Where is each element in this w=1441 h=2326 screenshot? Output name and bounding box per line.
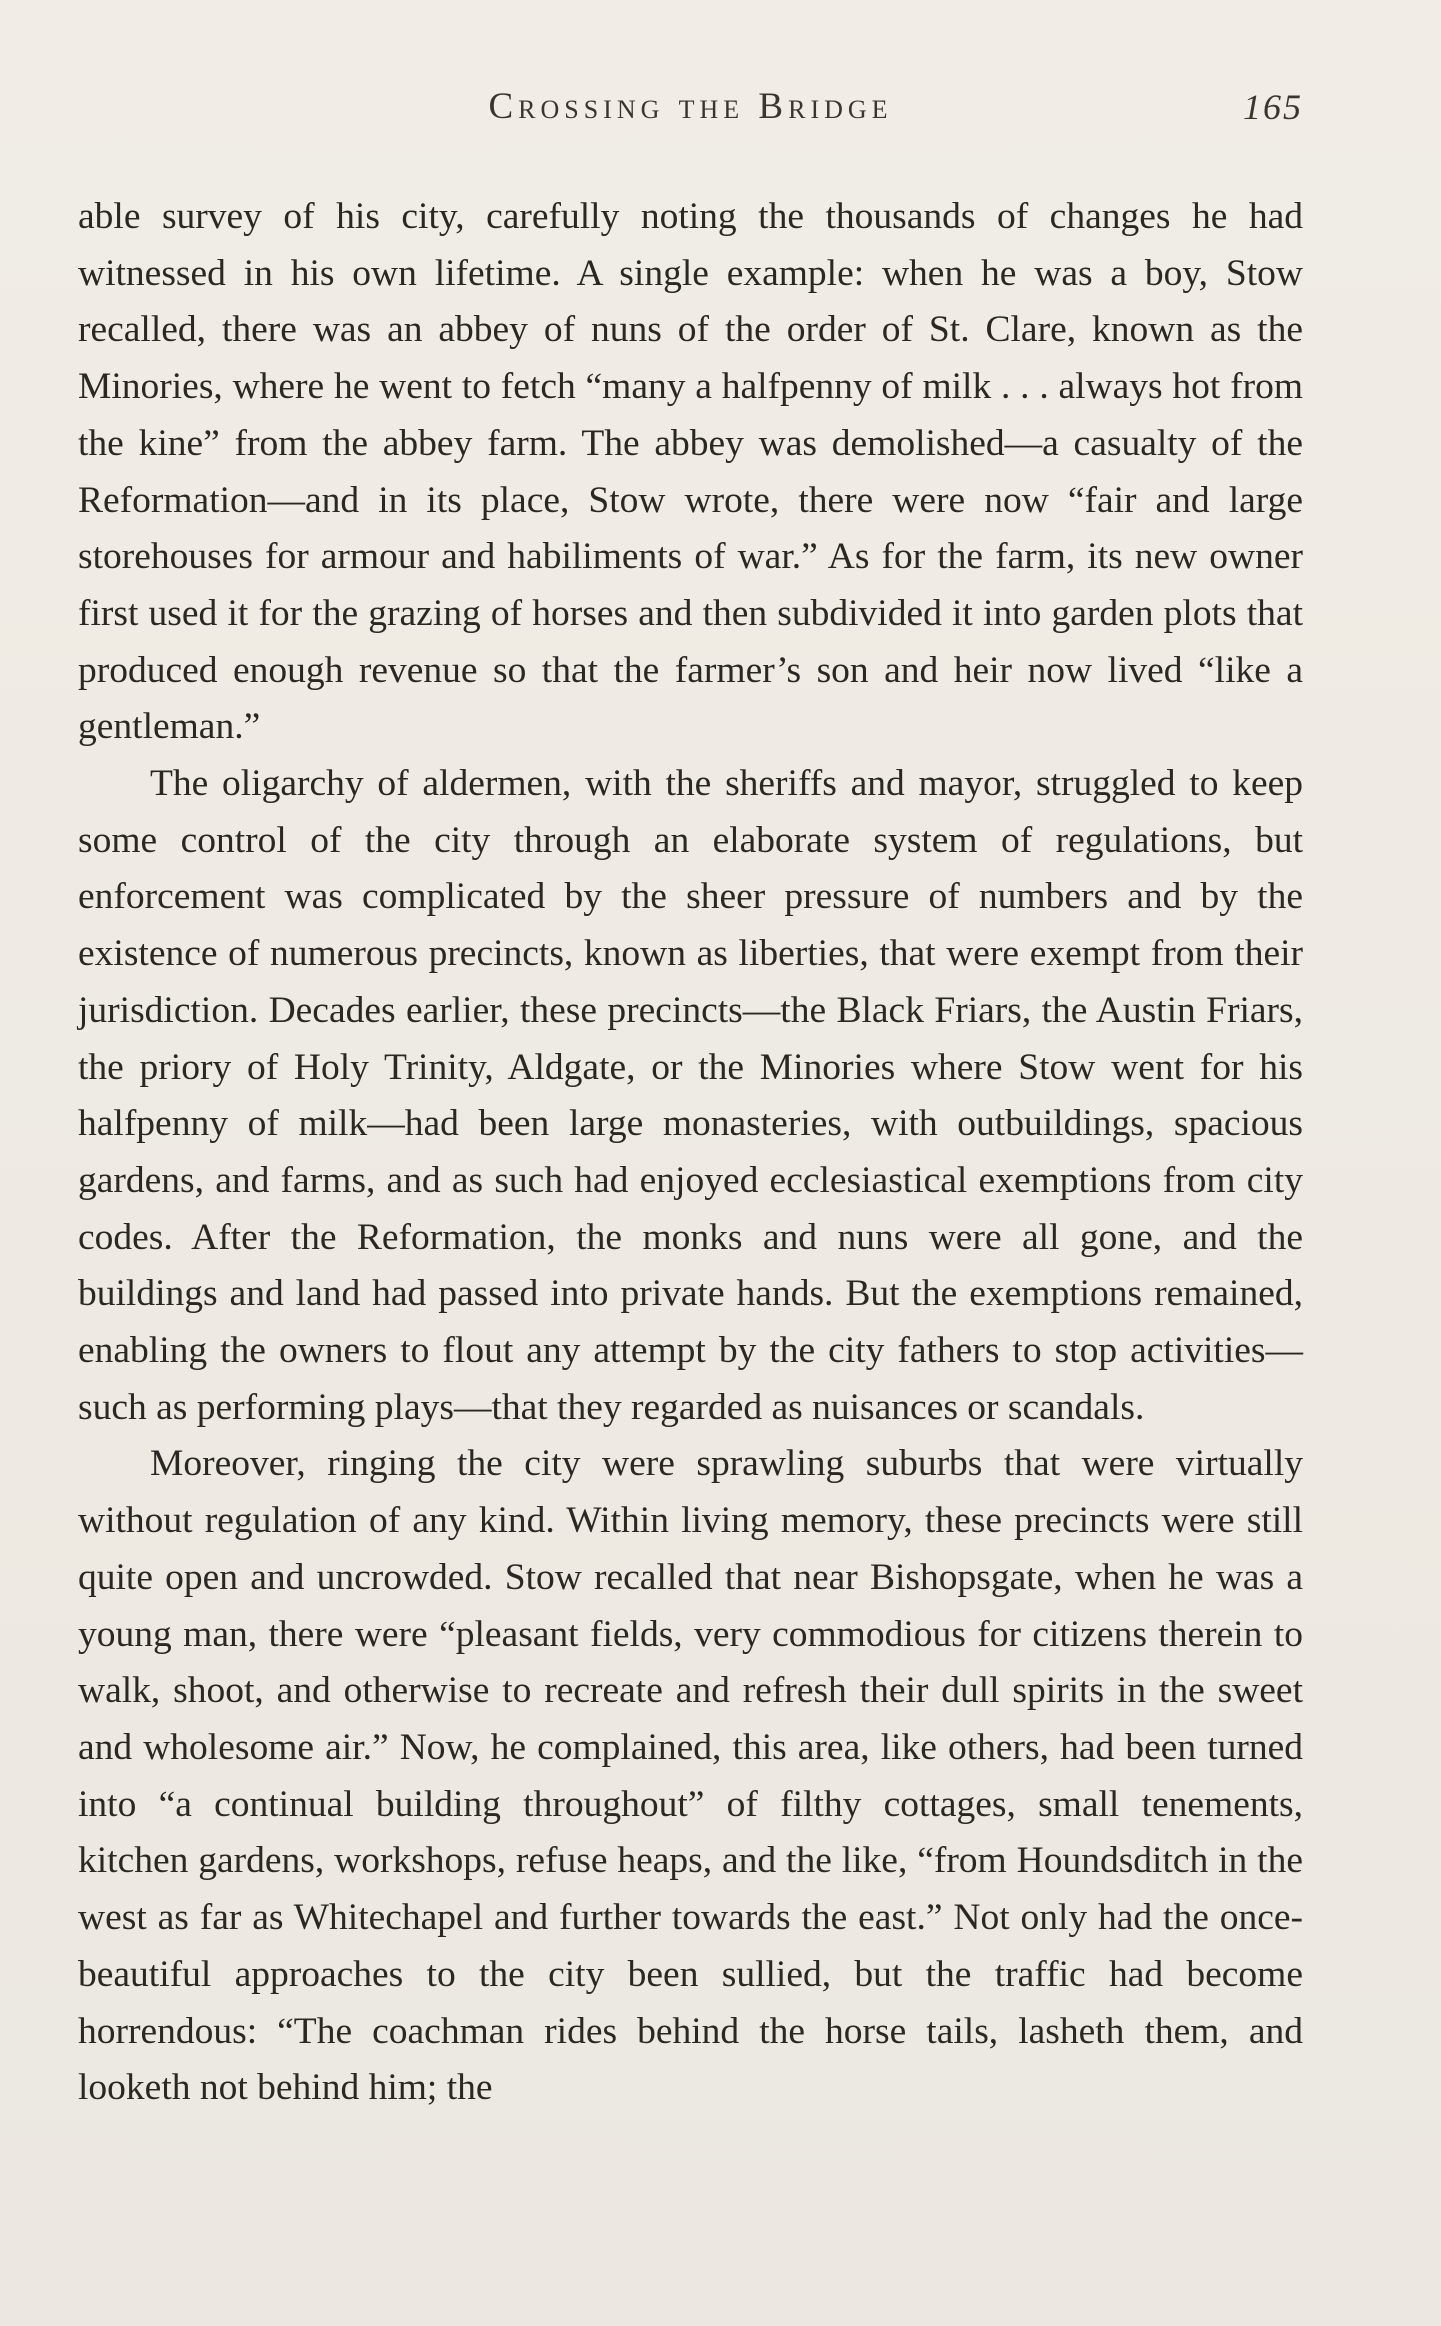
paragraph-3: Moreover, ringing the city were sprawling suburbs that were virtually without regulation of any kind. Within living memory, these precincts were still quite open and uncrowded. Stow recalled that near Bishopsgate, when he was a young man, there were “pleasant fields, very commodious for citizens therein to walk, shoot, and otherwise to recreate and refresh their dull spirits in the sweet and wholesome air.” Now, he complained, this area, like others, had been turned into “a continual building throughout” of filthy cottages, small tenements, kitchen gardens, workshops, refuse heaps, and the like, “from Houndsditch in the west as far as Whitechapel and further towards the east.” Not only had the once-beautiful approaches to the city been sullied, but the traffic had become horrendous: “The coachman rides behind the horse tails, lasheth them, and looketh not behind him; the xyxy=(78,1443,1303,2109)
page-number: 165 xyxy=(1243,87,1303,127)
body-text xyxy=(78,189,1303,2117)
paragraph-2: The oligarchy of aldermen, with the sheriffs and mayor, struggled to keep some control of the city through an elaborate system of regulations, but enforcement was complicated by the sheer pressure of numbers and by the existence of numerous precincts, known as liberties, that were exempt from their jurisdiction. Decades earlier, these precincts—the Black Friars, the Austin Friars, the priory of Holy Trinity, Aldgate, or the Minories where Stow went for his halfpenny of milk—had been large monasteries, with outbuildings, spacious gardens, and farms, and as such had enjoyed ecclesiastical exemptions from city codes. After the Reformation, the monks and nuns were all gone, and the buildings and land had passed into private hands. But the exemptions remained, enabling the owners to flout any attempt by the city fathers to stop activities—such as performing plays—that they regarded as nuisances or scandals. xyxy=(78,763,1303,1428)
running-head xyxy=(78,82,1303,132)
running-title: Crossing the Bridge xyxy=(488,86,893,127)
paragraph-1: able survey of his city, carefully noting the thousands of changes he had witnessed in his own lifetime. A single example: when he was a boy, Stow recalled, there was an abbey of nuns of the order of St. Clare, known as the Minories, where he went to fetch “many a halfpenny of milk . . . always hot from the kine” from the abbey farm. The abbey was demolished—a casualty of the Reformation—and in its place, Stow wrote, there were now “fair and large storehouses for armour and habiliments of war.” As for the farm, its new owner first used it for the grazing of horses and then subdivided it into garden plots that produced enough revenue so that the farmer’s son and heir now lived “like a gentleman.” xyxy=(78,196,1303,748)
